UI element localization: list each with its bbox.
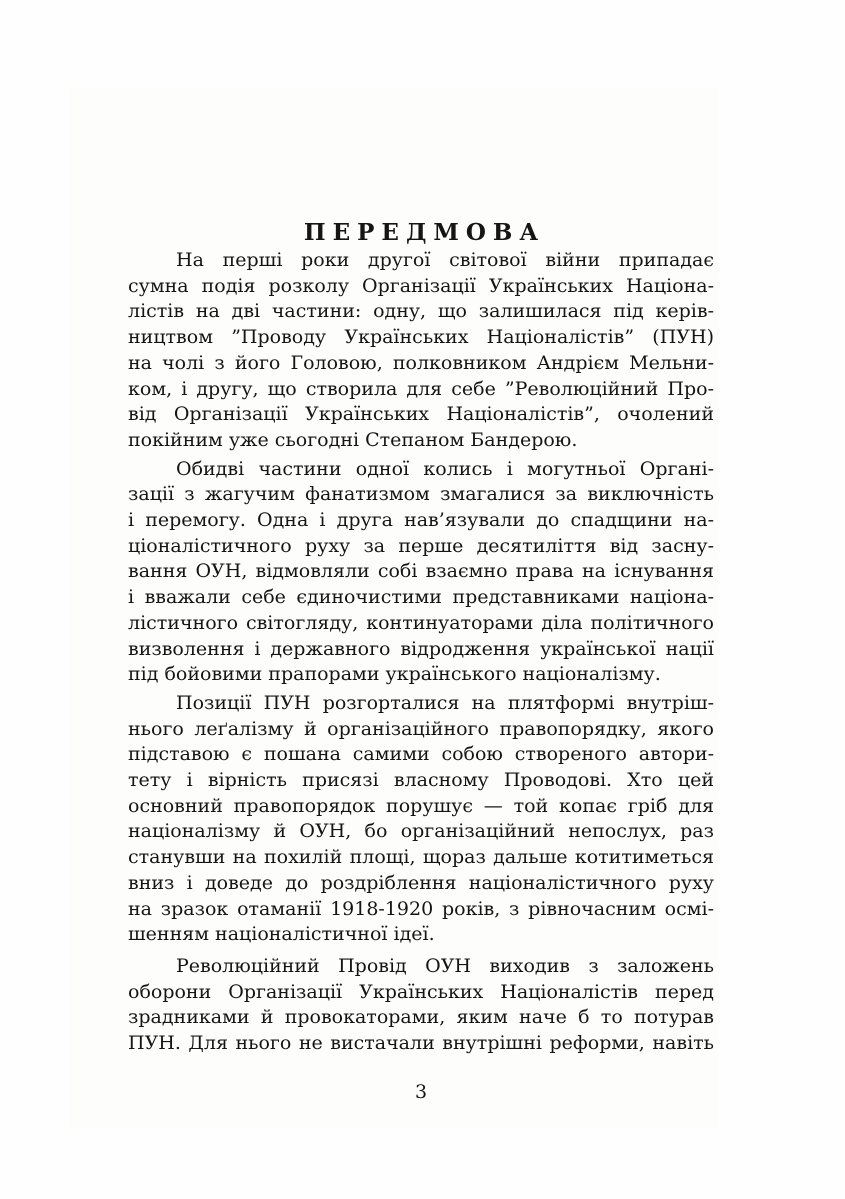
page-text <box>128 248 714 1057</box>
text-line: покійним уже сьогодні Степаном Бандерою. <box>128 428 578 451</box>
text-line: На перші роки другої світової війни припадає <box>176 249 714 271</box>
text-line: і вважали себе єдиночистими представниками націона- <box>128 586 714 609</box>
text-line: основний правопорядок порушує — той копає гріб для <box>128 794 714 817</box>
text-line: лістів на дві частини: одну, що залишилася під керів- <box>128 300 714 323</box>
text-line: визволення і державного відродження української нації <box>128 637 714 660</box>
page-number: 3 <box>414 1081 428 1103</box>
text-line: під бойовими прапорами українського націоналізму. <box>128 663 661 686</box>
text-line: вання ОУН, відмовляли собі взаємно права на існування <box>128 560 714 583</box>
text-line: Позиції ПУН розгорталися на плятформі внутріш- <box>176 691 714 714</box>
text-line: тету і вірність присязі власному Проводові. Хто цей <box>128 769 714 792</box>
text-line: станувши на похилій площі, щораз дальше котитиметься <box>128 846 714 869</box>
text-line: Обидві частини одної колись і могутньої Органі- <box>176 457 714 480</box>
text-line: Революційний Провід ОУН виходив з заложень <box>176 954 714 977</box>
paragraph <box>128 954 714 1057</box>
text-line: ціоналістичного руху за перше десятиліття від засну- <box>128 534 714 557</box>
paragraph <box>128 248 714 454</box>
text-line: лістичного світогляду, континуаторами діла політичного <box>128 611 714 634</box>
text-line: і перемогу. Одна і друга нав’язували до спадщини на- <box>128 509 714 532</box>
text-line: підставою є пошана самими собою створеного автори- <box>128 743 714 766</box>
text-line: сумна подія розколу Організації Українських Націона- <box>128 274 714 297</box>
paragraph <box>128 457 714 688</box>
text-line: ПУН. Для нього не вистачали внутрішні реформи, навіть <box>128 1032 714 1055</box>
text-line: вниз і доведе до роздріблення націоналістичного руху <box>128 871 714 894</box>
page-title: ПЕРЕДМОВА <box>303 219 546 247</box>
text-line: від Організації Українських Націоналістів”, очолений <box>128 403 714 426</box>
text-line: на чолі з його Головою, полковником Андрієм Мельни- <box>128 351 714 374</box>
text-line: зрадниками й провокаторами, яким наче б то потурав <box>128 1006 714 1029</box>
text-line: націоналізму й ОУН, бо організаційний непослух, раз <box>128 820 714 843</box>
text-line: оборони Організації Українських Націоналістів перед <box>128 980 714 1003</box>
text-line: ництвом ”Проводу Українських Націоналістів” (ПУН) <box>128 326 714 349</box>
text-line: шенням націоналістичної ідеї. <box>128 923 435 946</box>
text-line: нього леґалізму й організаційного правопорядку, якого <box>128 717 714 740</box>
text-line: зації з жагучим фанатизмом змагалися за виключність <box>128 483 714 506</box>
paragraph <box>128 691 714 948</box>
text-line: на зразок отаманії 1918-1920 років, з рівночасним осмі- <box>128 897 714 920</box>
text-line: ком, і другу, що створила для себе ”Революційний Про- <box>128 377 714 400</box>
